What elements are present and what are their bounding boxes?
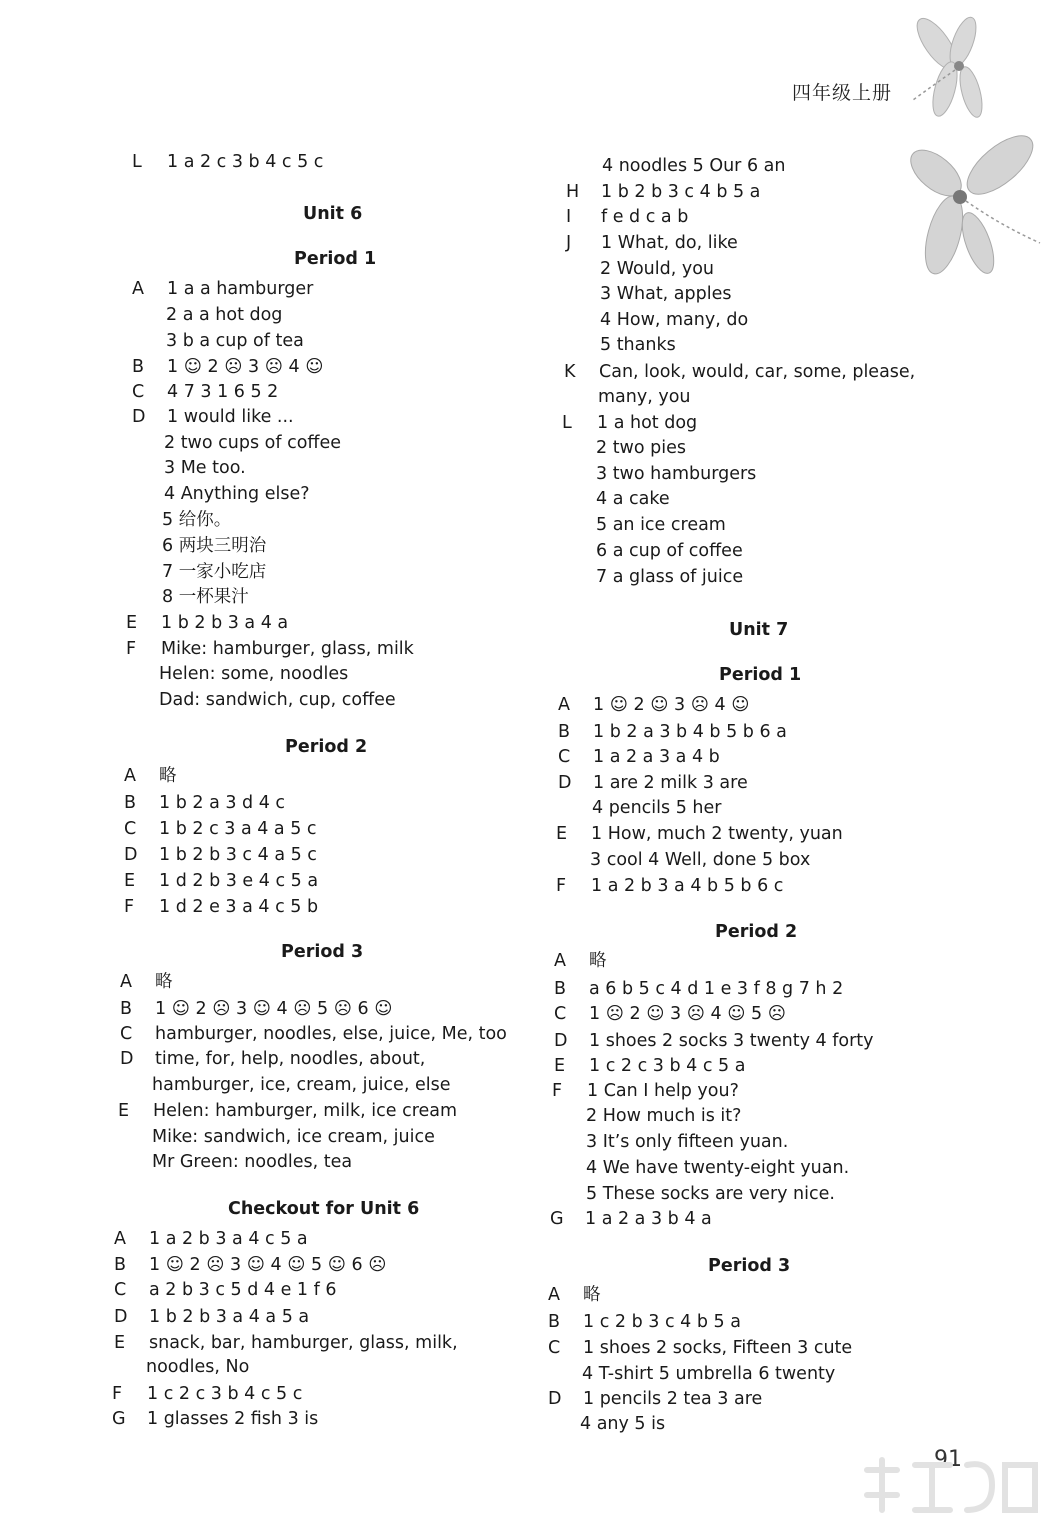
answer-line: Helen: hamburger, milk, ice cream [153,1101,458,1121]
exercise-letter: E [554,1056,566,1076]
answer-line: 3 Me too. [164,458,246,478]
answer-line: 略 [159,766,177,786]
exercise-letter: I [566,207,572,227]
exercise-letter: A [554,951,566,971]
grade-label: 四年级上册 [792,82,893,104]
answer-line: 1 a 2 b 3 a 4 b 5 b 6 c [591,876,784,896]
answer-line: Mike: sandwich, ice cream, juice [152,1127,435,1147]
answer-line: 1 b 2 b 3 a 4 a [161,613,289,633]
answer-line: 5 thanks [600,335,676,355]
answer-line: 略 [155,972,173,992]
exercise-letter: F [124,897,135,917]
exercise-letter: G [550,1209,564,1229]
section-heading: Period 3 [708,1256,791,1276]
answer-line: 1 b 2 a 3 d 4 c [159,793,286,813]
answer-line: 1 ☺ 2 ☹ 3 ☺ 4 ☹ 5 ☹ 6 ☺ [155,999,393,1019]
answer-line: 4 pencils 5 her [592,798,722,818]
answer-line: 1 b 2 c 3 a 4 a 5 c [159,819,317,839]
answer-line: a 2 b 3 c 5 d 4 e 1 f 6 [149,1280,337,1300]
answer-line: hamburger, ice, cream, juice, else [152,1075,451,1095]
answer-line: Can, look, would, car, some, please, [599,362,916,382]
answer-line: 1 glasses 2 fish 3 is [147,1409,319,1429]
answer-line: 4 We have twenty-eight yuan. [586,1158,850,1178]
answer-line: 6 两块三明治 [162,536,267,556]
answer-line: time, for, help, noodles, about, [155,1049,426,1069]
exercise-letter: B [132,357,145,377]
answer-line: 3 b a cup of tea [166,331,304,351]
answer-line: f e d c a b [601,207,689,227]
exercise-letter: C [124,819,137,839]
answer-line: 4 How, many, do [600,310,749,330]
answer-line: 7 a glass of juice [596,567,744,587]
exercise-letter: C [548,1338,561,1358]
answer-line: 1 ☺ 2 ☹ 3 ☹ 4 ☺ [167,357,324,377]
exercise-letter: C [120,1024,133,1044]
answer-line: snack, bar, hamburger, glass, milk, [149,1333,458,1353]
answer-line: 2 two pies [596,438,686,458]
section-heading: Period 2 [715,922,798,942]
exercise-letter: A [548,1285,560,1305]
answer-line: hamburger, noodles, else, juice, Me, too [155,1024,507,1044]
exercise-letter: A [132,279,144,299]
answer-line: 1 c 2 b 3 c 4 b 5 a [583,1312,741,1332]
answer-line: 5 These socks are very nice. [586,1184,835,1204]
exercise-letter: D [114,1307,128,1327]
answer-line: 1 pencils 2 tea 3 are [583,1389,763,1409]
exercise-letter: D [558,773,572,793]
answer-line: 1 shoes 2 socks 3 twenty 4 forty [589,1031,874,1051]
answer-line: 4 7 3 1 6 5 2 [167,382,279,402]
section-heading: Checkout for Unit 6 [228,1199,420,1219]
answer-line: 1 a hot dog [597,413,698,433]
exercise-letter: E [118,1101,130,1121]
answer-line: 4 a cake [596,489,670,509]
answer-line: 1 d 2 e 3 a 4 c 5 b [159,897,319,917]
exercise-letter: B [554,979,567,999]
page-number: 91 [934,1447,962,1472]
answer-line: 1 a 2 c 3 b 4 c 5 c [167,152,324,172]
exercise-letter: B [114,1255,127,1275]
answer-line: 1 What, do, like [601,233,738,253]
answer-line: 1 shoes 2 socks, Fifteen 3 cute [583,1338,853,1358]
exercise-letter: J [566,233,572,253]
answer-line: 略 [583,1285,601,1305]
answer-line: 1 c 2 c 3 b 4 c 5 a [589,1056,746,1076]
exercise-letter: C [132,382,145,402]
answer-line: 1 c 2 c 3 b 4 c 5 c [147,1384,303,1404]
answer-line: 4 any 5 is [580,1414,666,1434]
answer-line: 2 two cups of coffee [164,433,341,453]
exercise-letter: G [112,1409,126,1429]
answer-line: 3 cool 4 Well, done 5 box [590,850,811,870]
answer-line: noodles, No [146,1357,250,1377]
exercise-letter: D [132,407,146,427]
answer-line: 1 b 2 b 3 c 4 a 5 c [159,845,317,865]
answer-line: 1 would like ... [167,407,294,427]
answer-line: 4 T-shirt 5 umbrella 6 twenty [582,1364,836,1384]
answer-line: 3 two hamburgers [596,464,757,484]
exercise-letter: H [566,182,580,202]
exercise-letter: C [114,1280,127,1300]
answer-line: 5 给你。 [162,510,232,530]
answer-line: Mr Green: noodles, tea [152,1152,353,1172]
dragonfly-icon [900,125,1045,295]
answer-line: 1 a a hamburger [167,279,314,299]
exercise-letter: B [548,1312,561,1332]
exercise-letter: B [120,999,133,1019]
section-heading: Unit 6 [303,204,363,224]
answer-line: 2 How much is it? [586,1106,742,1126]
section-heading: Period 3 [281,942,364,962]
section-heading: Unit 7 [729,620,789,640]
exercise-letter: F [552,1081,563,1101]
answer-line: 1 ☺ 2 ☹ 3 ☺ 4 ☺ 5 ☺ 6 ☹ [149,1255,387,1275]
answer-line: 4 Anything else? [164,484,310,504]
exercise-letter: A [558,695,570,715]
answer-line: a 6 b 5 c 4 d 1 e 3 f 8 g 7 h 2 [589,979,844,999]
answer-line: 2 Would, you [600,259,715,279]
exercise-letter: A [114,1229,126,1249]
answer-line: many, you [598,387,691,407]
answer-line: 1 b 2 b 3 a 4 a 5 a [149,1307,310,1327]
section-heading: Period 2 [285,737,368,757]
exercise-letter: L [562,413,572,433]
answer-line: 8 一杯果汁 [162,587,249,607]
answer-line: 1 are 2 milk 3 are [593,773,748,793]
exercise-letter: F [126,639,137,659]
exercise-letter: L [132,152,142,172]
exercise-letter: F [556,876,567,896]
answer-line: 1 ☺ 2 ☺ 3 ☹ 4 ☺ [593,695,750,715]
exercise-letter: E [114,1333,126,1353]
answer-line: 1 a 2 b 3 a 4 c 5 a [149,1229,308,1249]
answer-line: 1 ☹ 2 ☺ 3 ☹ 4 ☺ 5 ☹ [589,1004,786,1024]
answer-line: 1 d 2 b 3 e 4 c 5 a [159,871,319,891]
answer-line: 3 It’s only fifteen yuan. [586,1132,789,1152]
answer-line: Dad: sandwich, cup, coffee [159,690,396,710]
answer-line: 4 noodles 5 Our 6 an [602,156,786,176]
exercise-letter: A [120,972,132,992]
section-heading: Period 1 [719,665,802,685]
answer-line: 2 a a hot dog [166,305,283,325]
exercise-letter: E [556,824,568,844]
answer-line: 7 一家小吃店 [162,562,267,582]
exercise-letter: F [112,1384,123,1404]
exercise-letter: D [554,1031,568,1051]
exercise-letter: E [126,613,138,633]
exercise-letter: D [548,1389,562,1409]
answer-line: 1 a 2 a 3 a 4 b [593,747,720,767]
answer-line: Helen: some, noodles [159,664,349,684]
exercise-letter: C [554,1004,567,1024]
exercise-letter: D [120,1049,134,1069]
answer-line: 1 a 2 a 3 b 4 a [585,1209,712,1229]
answer-line: 1 b 2 b 3 c 4 b 5 a [601,182,761,202]
exercise-letter: E [124,871,136,891]
watermark-logo-icon [855,1450,1045,1530]
exercise-letter: B [124,793,137,813]
dragonfly-icon [905,14,1005,129]
answer-line: 略 [589,951,607,971]
exercise-letter: A [124,766,136,786]
exercise-letter: D [124,845,138,865]
exercise-letter: K [564,362,576,382]
answer-line: 5 an ice cream [596,515,726,535]
answer-line: 1 b 2 a 3 b 4 b 5 b 6 a [593,722,787,742]
exercise-letter: B [558,722,571,742]
answer-line: 6 a cup of coffee [596,541,743,561]
answer-line: Mike: hamburger, glass, milk [161,639,414,659]
exercise-letter: C [558,747,571,767]
answer-line: 3 What, apples [600,284,732,304]
section-heading: Period 1 [294,249,377,269]
answer-line: 1 Can I help you? [587,1081,739,1101]
answer-line: 1 How, much 2 twenty, yuan [591,824,843,844]
